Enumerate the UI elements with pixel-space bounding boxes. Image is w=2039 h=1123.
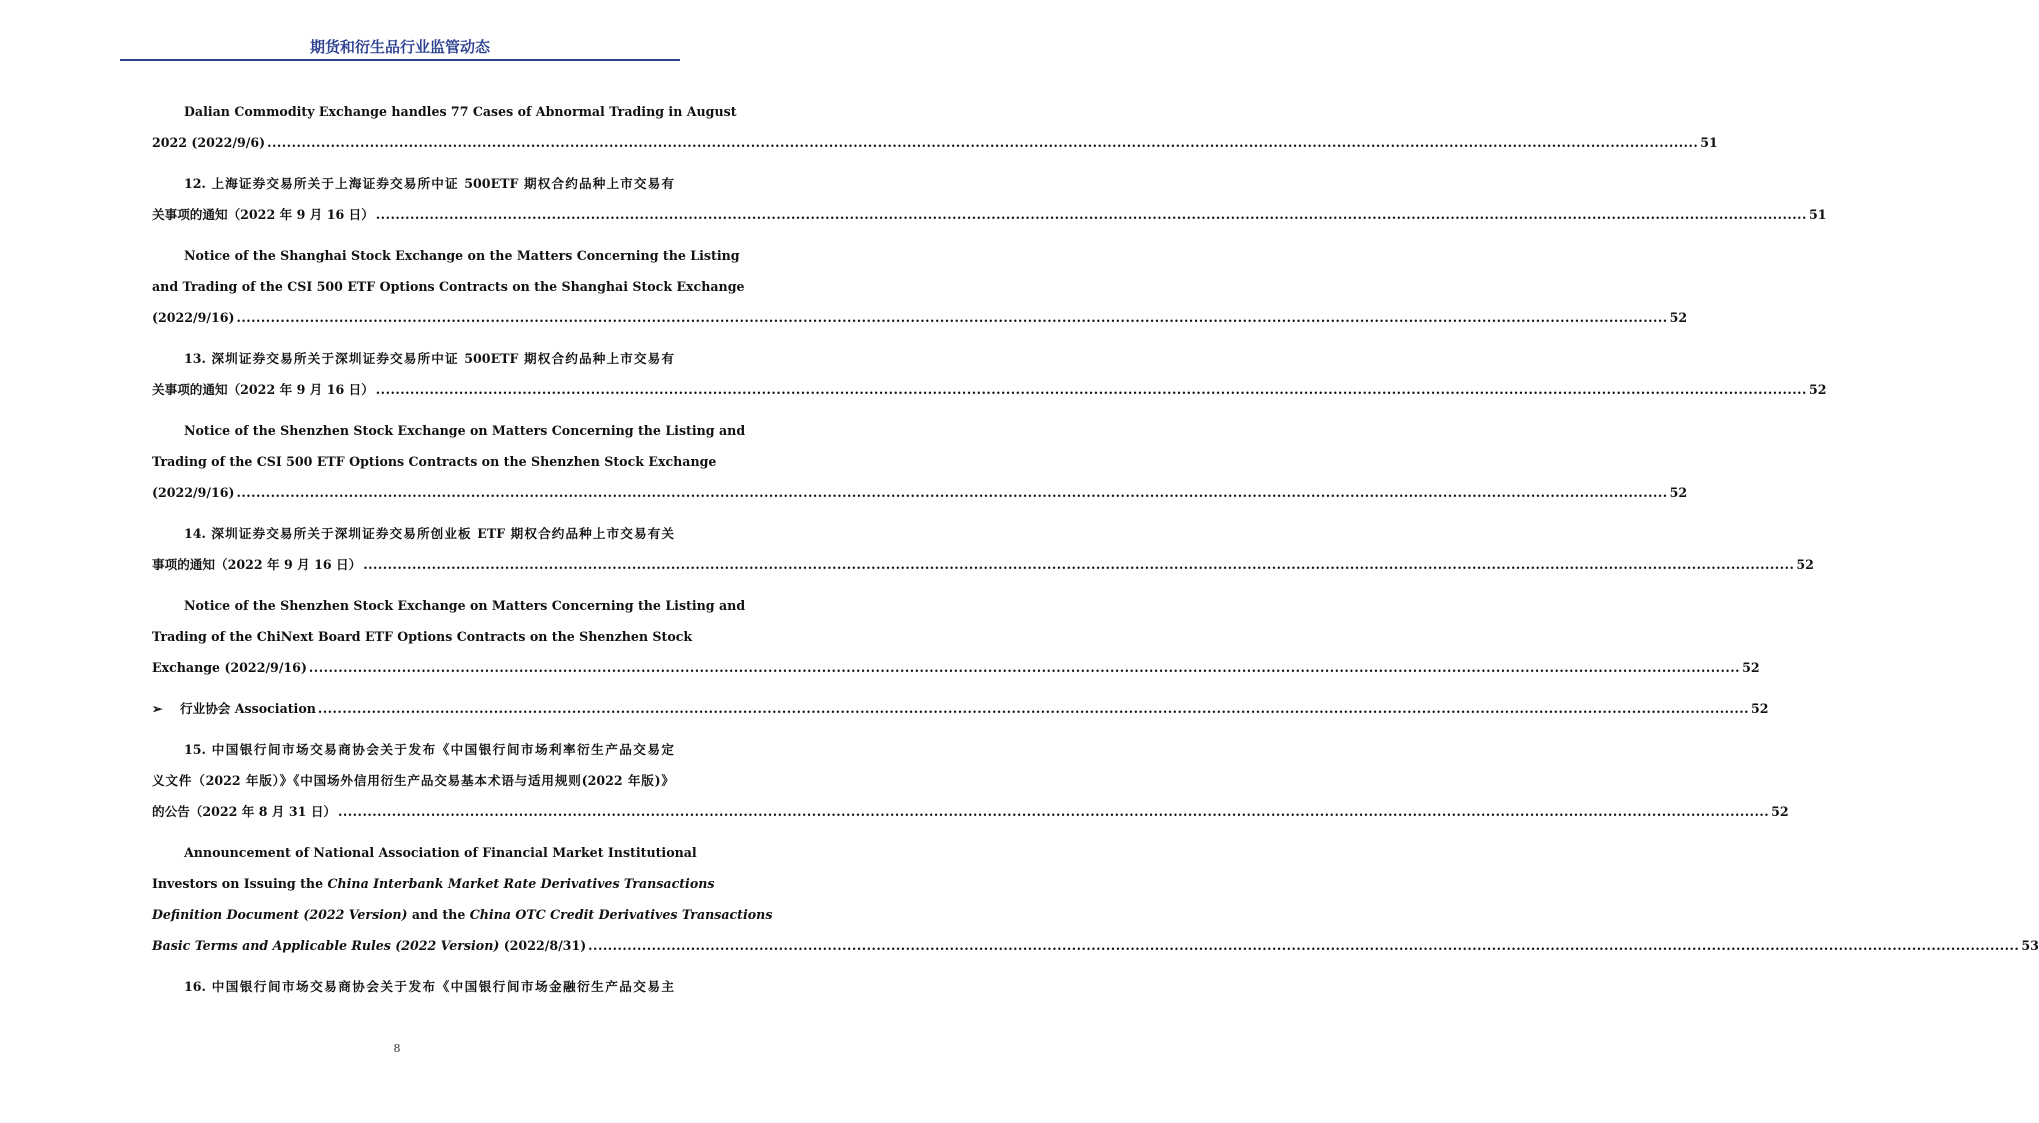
toc-entry-line: and Trading of the CSI 500 ETF Options Contracts on the Shanghai Stock Exchange xyxy=(152,279,745,294)
table-of-contents xyxy=(152,96,2039,1002)
toc-entry-line: Dalian Commodity Exchange handles 77 Cases of Abnormal Trading in August xyxy=(184,104,737,119)
leader-dots xyxy=(307,652,1742,683)
leader-dots xyxy=(234,302,1669,333)
page-ref: 52 xyxy=(1669,310,1688,325)
toc-entry-line xyxy=(152,930,586,961)
toc-entry-line: Trading of the ChiNext Board ETF Options Contracts on the Shenzhen Stock xyxy=(152,629,693,644)
italic-title: Basic Terms and Applicable Rules (2022 Version) xyxy=(152,938,500,953)
page-ref: 51 xyxy=(1808,207,1827,222)
toc-entry[interactable] xyxy=(152,168,1827,230)
leader-dots xyxy=(374,199,1809,230)
leader-dots xyxy=(265,127,1700,158)
toc-entry-line: Notice of the Shenzhen Stock Exchange on Matters Concerning the Listing and xyxy=(184,423,746,438)
toc-section-association[interactable] xyxy=(152,693,1769,724)
toc-entry-line: 义文件（2022 年版）》《中国场外信用衍生产品交易基本术语与适用规则(2022 年版)》 xyxy=(152,773,674,788)
toc-entry-line xyxy=(152,868,715,899)
toc-entry-line: Announcement of National Association of Financial Market Institutional xyxy=(184,845,697,860)
toc-entry[interactable] xyxy=(152,590,1760,683)
toc-entry[interactable] xyxy=(152,518,1814,580)
header-rule xyxy=(120,59,680,61)
page-ref: 52 xyxy=(1796,557,1814,572)
section-label: 行业协会 Association xyxy=(180,701,316,716)
toc-entry[interactable] xyxy=(152,415,1688,508)
page-ref: 51 xyxy=(1700,135,1718,150)
toc-entry[interactable] xyxy=(152,343,1827,405)
text-run: Investors on Issuing the xyxy=(152,876,328,891)
toc-entry[interactable] xyxy=(152,96,1718,158)
toc-entry-line: 14. 深圳证券交易所关于深圳证券交易所创业板 ETF 期权合约品种上市交易有关 xyxy=(184,526,674,541)
toc-entry-line: 的公告（2022 年 8 月 31 日） xyxy=(152,804,337,819)
page-ref: 52 xyxy=(1771,804,1789,819)
toc-entry-line: (2022/9/16) xyxy=(152,485,235,500)
toc-entry[interactable] xyxy=(152,837,2039,961)
leader-dots xyxy=(336,796,1771,827)
page-ref: 53 xyxy=(2021,938,2039,953)
page-ref: 52 xyxy=(1669,485,1688,500)
toc-entry[interactable] xyxy=(152,971,674,1002)
toc-entry-line: Notice of the Shenzhen Stock Exchange on Matters Concerning the Listing and xyxy=(184,598,746,613)
toc-entry-line: 12. 上海证券交易所关于上海证券交易所中证 500ETF 期权合约品种上市交易有 xyxy=(184,176,674,191)
toc-entry-line: Trading of the CSI 500 ETF Options Contracts on the Shenzhen Stock Exchange xyxy=(152,454,717,469)
toc-entry-line: 关事项的通知（2022 年 9 月 16 日） xyxy=(152,382,374,397)
italic-title: China OTC Credit Derivatives Transactions xyxy=(469,907,773,922)
italic-title: China Interbank Market Rate Derivatives Transactions xyxy=(327,876,715,891)
running-header: 期货和衍生品行业监管动态 xyxy=(309,38,490,56)
leader-dots xyxy=(234,477,1669,508)
toc-entry-line: 2022 (2022/9/6) xyxy=(152,135,266,150)
toc-entry-line: 13. 深圳证券交易所关于深圳证券交易所中证 500ETF 期权合约品种上市交易有 xyxy=(184,351,674,366)
page-number: 8 xyxy=(393,1042,401,1055)
toc-entry-line: 关事项的通知（2022 年 9 月 16 日） xyxy=(152,207,374,222)
arrow-bullet-icon: ➢ xyxy=(152,701,163,716)
page-ref: 52 xyxy=(1742,660,1760,675)
page-ref: 52 xyxy=(1751,701,1769,716)
page-ref: 52 xyxy=(1808,382,1827,397)
toc-entry[interactable] xyxy=(152,734,1789,827)
toc-entry-line: 16. 中国银行间市场交易商协会关于发布《中国银行间市场金融衍生产品交易主 xyxy=(184,979,674,994)
toc-entry[interactable] xyxy=(152,240,1688,333)
leader-dots xyxy=(374,374,1809,405)
toc-entry-line: 15. 中国银行间市场交易商协会关于发布《中国银行间市场利率衍生产品交易定 xyxy=(184,742,674,757)
italic-title: Definition Document (2022 Version) xyxy=(152,907,408,922)
toc-entry-line: (2022/9/16) xyxy=(152,310,235,325)
leader-dots xyxy=(361,549,1796,580)
toc-entry-line: 事项的通知（2022 年 9 月 16 日） xyxy=(152,557,362,572)
leader-dots xyxy=(586,930,2021,961)
toc-entry-line xyxy=(152,899,773,930)
toc-entry-line: Exchange (2022/9/16) xyxy=(152,660,307,675)
toc-entry-line: Notice of the Shanghai Stock Exchange on the Matters Concerning the Listing xyxy=(184,248,740,263)
text-run: (2022/8/31) xyxy=(499,938,587,953)
leader-dots xyxy=(316,693,1751,724)
text-run: and the xyxy=(407,907,470,922)
